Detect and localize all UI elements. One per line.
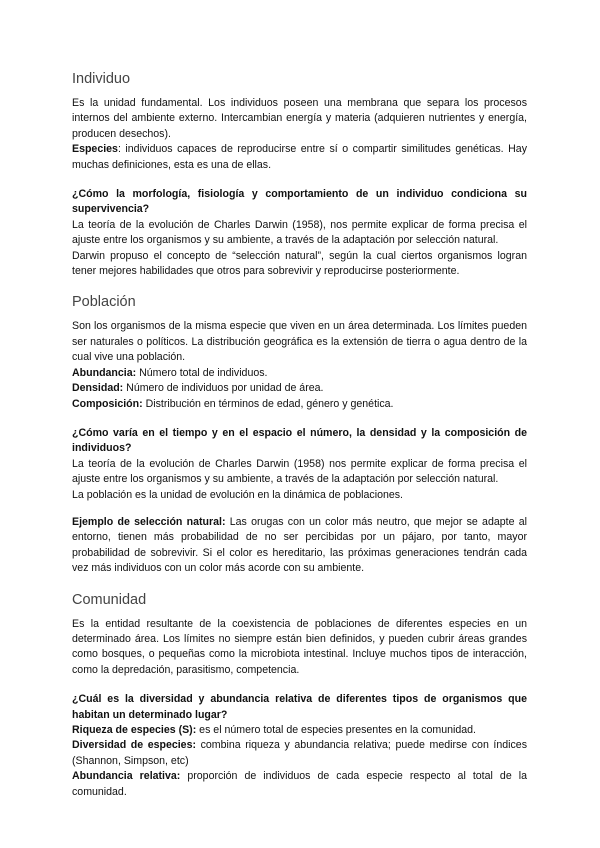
diversidad-label: Diversidad de especies: (72, 739, 196, 752)
especies-text: : individuos capaces de reproducirse entre sí o compartir similitudes genéticas. Hay muchas definiciones, esta es una de ellas. (72, 143, 527, 171)
individuo-answer-1: La teoría de la evolución de Charles Darwin (1958), nos permite explicar de forma precisa el ajuste entre los organismos y su ambiente, a través de la adaptación por selección natural. (72, 218, 527, 247)
diversidad-paragraph (72, 738, 527, 769)
composicion-label: Composición: (72, 397, 143, 410)
section-individuo (72, 70, 527, 279)
abundancia-paragraph (72, 366, 527, 381)
spacer (72, 577, 527, 591)
riqueza-paragraph (72, 723, 527, 738)
riqueza-text: es el número total de especies presentes en la comunidad. (196, 724, 476, 736)
composicion-text: Distribución en términos de edad, género y genética. (142, 397, 394, 410)
densidad-label: Densidad: (72, 382, 124, 395)
ejemplo-paragraph (72, 515, 527, 577)
individuo-question: ¿Cómo la morfología, fisiología y comportamiento de un individuo condiciona su supervivencia? (72, 188, 527, 216)
abundancia-relativa-paragraph (72, 769, 527, 800)
section-title-poblacion: Población (72, 294, 136, 311)
individuo-answer-2: Darwin propuso el concepto de “selección natural”, según la cual ciertos organismos logran tener mejores habilidades que otros para sobrevivir y reproducirse posteriormente. (72, 249, 527, 278)
spacer (72, 279, 527, 293)
ejemplo-text: Las orugas con un color más neutro, que mejor se adapte al entorno, tienen más probabilidad de no ser percibidas por un pájaro, por tanto, mayor probabilidad de sobrevivir. Si el color es hereditario, las próximas generaciones tendrán cada vez más individuos con un color más acorde con su ambiente. (72, 515, 527, 575)
densidad-paragraph (72, 381, 527, 396)
individuo-definition: Es la unidad fundamental. Los individuos poseen una membrana que separa los procesos internos del ambiente externo. Intercambian energía y materia (adquieren nutrientes y energía, producen desechos). (72, 97, 527, 140)
ejemplo-label: Ejemplo de selección natural: (72, 515, 226, 528)
section-title-comunidad: Comunidad (72, 591, 147, 608)
especies-label: Especies (72, 143, 118, 156)
especies-paragraph (72, 142, 527, 173)
section-poblacion (72, 293, 527, 576)
composicion-paragraph (72, 397, 527, 412)
abundancia-relativa-label: Abundancia relativa: (72, 770, 181, 783)
abundancia-relativa-text: proporción de individuos de cada especie respecto al total de la comunidad. (72, 770, 528, 798)
section-comunidad (72, 591, 527, 800)
densidad-text: Número de individuos por unidad de área. (123, 382, 324, 395)
spacer (72, 503, 527, 515)
abundancia-label: Abundancia: (72, 366, 137, 379)
document-page (72, 70, 527, 800)
poblacion-answer-2: La población es la unidad de evolución en la dinámica de poblaciones. (72, 488, 403, 501)
comunidad-definition: Es la entidad resultante de la coexistencia de poblaciones de diferentes especies en un determinado área. Los límites no siempre están bien definidos, y pueden cubrir áreas grandes como bosques, o pequeñas como la microbiota intestinal. Incluye muchos tipos de interacción, como la depredación, parasitismo, competencia. (72, 617, 527, 676)
diversidad-text: combina riqueza y abundancia relativa; puede medirse con índices (Shannon, Simpson, etc) (72, 739, 527, 767)
riqueza-label: Riqueza de especies (S): (72, 724, 197, 736)
comunidad-question: ¿Cuál es la diversidad y abundancia relativa de diferentes tipos de organismos que habitan un determinado lugar? (72, 693, 527, 721)
abundancia-text: Número total de individuos. (136, 366, 268, 379)
poblacion-answer-1: La teoría de la evolución de Charles Darwin (1958) nos permite explicar de forma precisa el ajuste entre los organismos y su ambiente, a través de la adaptación por selección natural. (72, 457, 527, 486)
poblacion-question: ¿Cómo varía en el tiempo y en el espacio el número, la densidad y la composición de individuos? (72, 426, 527, 455)
section-title-individuo: Individuo (72, 71, 131, 87)
poblacion-definition: Son los organismos de la misma especie que viven en un área determinada. Los límites pueden ser naturales o políticos. La distribución geográfica es la extensión de tierra o agua dentro de la cual vive una población. (72, 320, 527, 364)
